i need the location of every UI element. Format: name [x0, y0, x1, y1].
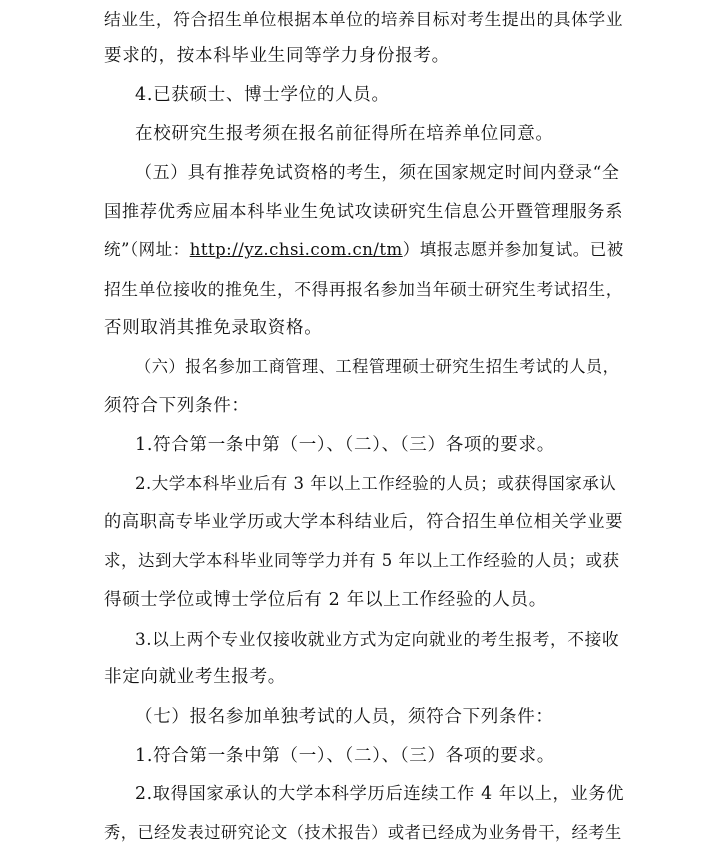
list-item: 2.取得国家承认的大学本科学历后连续工作 4 年以上，业务优: [135, 784, 625, 804]
text-fragment: ）填报志愿并参加复试。已被: [402, 240, 624, 259]
section-heading-line: （六）报名参加工商管理、工程管理硕士研究生招生考试的人员，: [135, 357, 620, 376]
list-item: 2.大学本科毕业后有 3 年以上工作经验的人员；或获得国家承认: [135, 474, 617, 493]
list-item: 1.符合第一条中第（一）、（二）、（三）各项的要求。: [135, 435, 555, 455]
website-link[interactable]: http://yz.chsi.com.cn/tm: [189, 240, 403, 259]
text-line: 须符合下列条件：: [104, 396, 250, 416]
text-line: 否则取消其推免录取资格。: [104, 318, 323, 338]
text-line: 的高职高专毕业学历或大学本科结业后，符合招生单位相关学业要: [104, 512, 624, 532]
text-line: 秀，已经发表过研究论文（技术报告）或者已经成为业务骨干，经考生: [104, 823, 622, 842]
text-line-with-link: [104, 237, 624, 263]
text-fragment: 统”（网址：: [104, 240, 190, 259]
text-line: 非定向就业考生报考。: [104, 667, 286, 687]
text-line: 结业生，符合招生单位根据本单位的培养目标对考生提出的具体学业: [104, 9, 624, 29]
text-line: 求，达到大学本科毕业同等学力并有 5 年以上工作经验的人员；或获: [104, 551, 620, 570]
text-line: 招生单位接收的推免生，不得再报名参加当年硕士研究生考试招生，: [104, 279, 624, 299]
text-line: 国推荐优秀应届本科毕业生免试攻读研究生信息公开暨管理服务系: [104, 202, 624, 222]
text-line: 在校研究生报考须在报名前征得所在培养单位同意。: [135, 124, 554, 144]
text-line: 要求的，按本科毕业生同等学力身份报考。: [104, 46, 450, 66]
section-heading-line: （七）报名参加单独考试的人员，须符合下列条件：: [135, 707, 554, 727]
text-line: 得硕士学位或博士学位后有 2 年以上工作经验的人员。: [104, 590, 547, 610]
section-heading-line: （五）具有推荐免试资格的考生，须在国家规定时间内登录“全: [135, 163, 620, 183]
list-item: 4.已获硕士、博士学位的人员。: [135, 85, 390, 105]
list-item: 3.以上两个专业仅接收就业方式为定向就业的考生报考，不接收: [135, 629, 620, 649]
list-item: 1.符合第一条中第（一）、（二）、（三）各项的要求。: [135, 746, 555, 766]
